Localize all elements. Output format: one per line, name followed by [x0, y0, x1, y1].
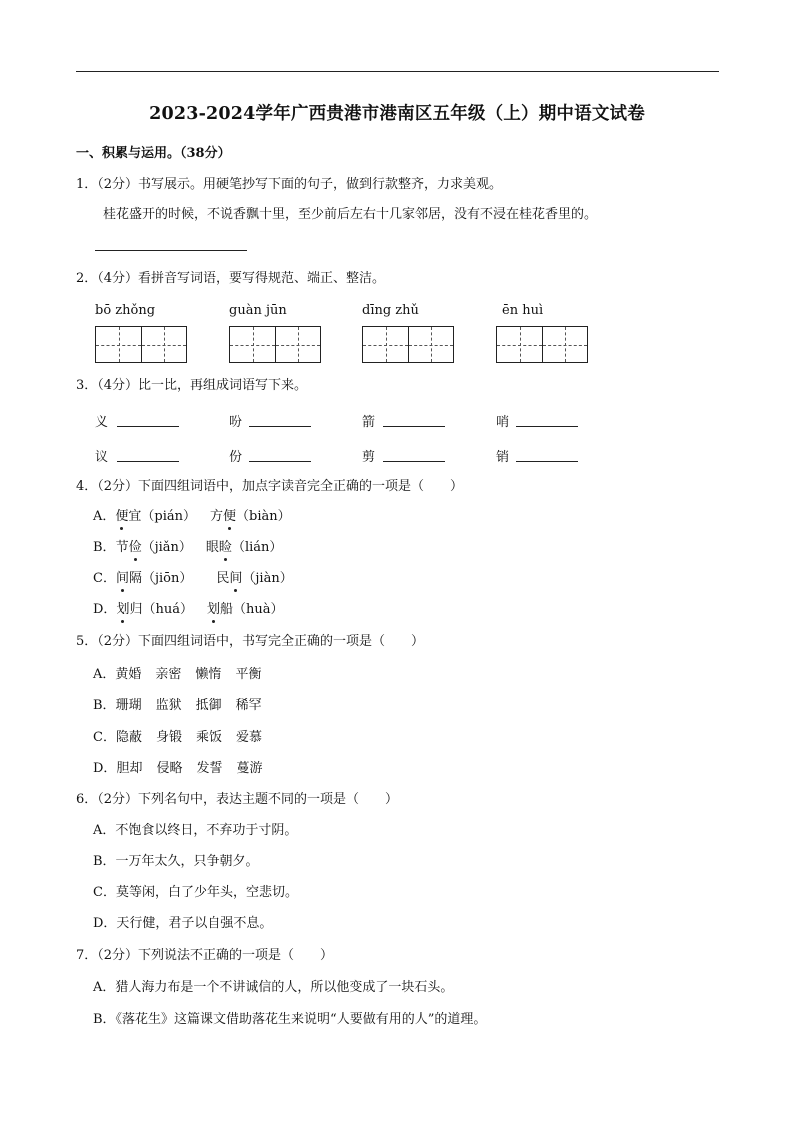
grid-cell[interactable]: [275, 327, 320, 362]
grid-cell[interactable]: [542, 327, 587, 362]
word: 平衡: [235, 667, 262, 682]
pinyin-label: bō zhǒng: [95, 303, 156, 318]
dotted-char: 间: [115, 571, 129, 586]
option-b[interactable]: B．一万年太久，只争朝夕。: [93, 854, 259, 869]
word: 稀罕: [235, 698, 262, 713]
option-b[interactable]: B．《落花生》这篇课文借助落花生来说明“人要做有用的人”的道理。: [93, 1012, 487, 1027]
word-reading: （jiǎn）: [141, 540, 192, 555]
word-reading: 隔（jiōn）: [128, 571, 193, 586]
option-d[interactable]: [93, 601, 283, 619]
option-a[interactable]: A．不饱食以终日，不弃功于寸阴。: [93, 823, 298, 838]
word-text: 方: [210, 509, 224, 524]
option-label: A．: [93, 509, 116, 524]
header-rule: [76, 71, 719, 72]
word-reading: 宜（pián）: [128, 509, 197, 524]
pinyin-label: guàn jūn: [229, 303, 287, 318]
exam-title: 2023-2024学年广西贵港市港南区五年级（上）期中语文试卷: [149, 104, 645, 124]
answer-blank[interactable]: [117, 461, 179, 462]
word: 隐蔽: [115, 730, 142, 745]
option-label: C．: [93, 571, 116, 586]
word-reading: （lián）: [231, 540, 283, 555]
option-b[interactable]: [93, 539, 282, 557]
word: 抵御: [195, 698, 222, 713]
word: 亲密: [155, 667, 182, 682]
option-c[interactable]: [93, 570, 293, 588]
answer-line[interactable]: [95, 250, 247, 251]
question-3-stem: 3．（4分）比一比，再组成词语写下来。: [76, 378, 308, 393]
word: 侵略: [156, 761, 183, 776]
word: 监狱: [155, 698, 182, 713]
option-d[interactable]: D．天行健，君子以自强不息。: [93, 916, 273, 931]
option-c[interactable]: C．莫等闲，白了少年头，空悲切。: [93, 885, 298, 900]
option-a[interactable]: [93, 666, 261, 684]
compare-char: 份: [229, 450, 243, 465]
word-text: 民: [216, 571, 230, 586]
option-a[interactable]: [93, 508, 291, 526]
option-label: B．: [93, 698, 116, 713]
answer-blank[interactable]: [117, 426, 179, 427]
word: 黄婚: [115, 667, 142, 682]
grid-cell[interactable]: [230, 327, 275, 362]
grid-cell[interactable]: [363, 327, 408, 362]
answer-blank[interactable]: [516, 461, 578, 462]
question-7-stem: 7．（2分）下列说法不正确的一项是（ ）: [76, 948, 334, 963]
option-a[interactable]: A．猎人海力布是一个不讲诚信的人，所以他变成了一块石头。: [93, 980, 454, 995]
word: 懒惰: [195, 667, 222, 682]
word: 身锻: [155, 730, 182, 745]
option-label: D．: [93, 761, 117, 776]
answer-blank[interactable]: [249, 461, 311, 462]
dotted-char: 划: [206, 602, 220, 617]
word: 爱慕: [236, 730, 263, 745]
option-b[interactable]: [93, 697, 262, 715]
option-label: C．: [93, 730, 116, 745]
word: 珊瑚: [115, 698, 142, 713]
writing-grid[interactable]: [362, 326, 454, 363]
word-reading: （biàn）: [236, 509, 291, 524]
answer-blank[interactable]: [383, 426, 445, 427]
word-reading: 归（huá）: [129, 602, 193, 617]
dotted-char: 便: [223, 509, 237, 524]
grid-cell[interactable]: [141, 327, 186, 362]
question-6-stem: 6．（2分）下列名句中，表达主题不同的一项是（ ）: [76, 792, 399, 807]
option-label: B．: [93, 540, 116, 555]
grid-cell[interactable]: [408, 327, 453, 362]
dotted-char: 俭: [128, 540, 142, 555]
compare-char: 吩: [229, 415, 243, 430]
compare-char: 哨: [496, 415, 510, 430]
compare-char: 剪: [362, 450, 376, 465]
grid-cell[interactable]: [96, 327, 141, 362]
question-1-stem: 1．（2分）书写展示。用硬笔抄写下面的句子，做到行款整齐，力求美观。: [76, 177, 503, 192]
dotted-char: 便: [115, 509, 129, 524]
question-4-stem: 4．（2分）下面四组词语中，加点字读音完全正确的一项是（ ）: [76, 479, 464, 494]
compare-char: 议: [95, 450, 109, 465]
question-5-stem: 5．（2分）下面四组词语中，书写完全正确的一项是（ ）: [76, 634, 425, 649]
word: 蔓游: [236, 761, 263, 776]
grid-cell[interactable]: [497, 327, 542, 362]
writing-grid[interactable]: [95, 326, 187, 363]
word-text: 节: [115, 540, 129, 555]
compare-char: 义: [95, 415, 109, 430]
pinyin-label: dīng zhǔ: [362, 303, 419, 318]
word: 发誓: [196, 761, 223, 776]
answer-blank[interactable]: [516, 426, 578, 427]
section-heading: 一、积累与运用。（38分）: [76, 146, 231, 161]
question-2-stem: 2．（4分）看拼音写词语，要写得规范、端正、整洁。: [76, 271, 386, 286]
word-reading: 船（huà）: [219, 602, 284, 617]
option-d[interactable]: [93, 760, 263, 778]
dotted-char: 睑: [218, 540, 232, 555]
word-reading: （jiàn）: [242, 571, 293, 586]
word: 胆却: [116, 761, 143, 776]
option-c[interactable]: [93, 729, 262, 747]
option-label: D．: [93, 602, 117, 617]
word: 乘饭: [195, 730, 222, 745]
answer-blank[interactable]: [383, 461, 445, 462]
question-1-sentence: 桂花盛开的时候，不说香飘十里，至少前后左右十几家邻居，没有不浸在桂花香里的。: [103, 207, 598, 222]
answer-blank[interactable]: [249, 426, 311, 427]
word-text: 眼: [205, 540, 219, 555]
dotted-char: 间: [229, 571, 243, 586]
option-label: A．: [93, 667, 116, 682]
compare-char: 销: [496, 450, 510, 465]
writing-grid[interactable]: [229, 326, 321, 363]
pinyin-label: ēn huì: [502, 303, 544, 318]
compare-char: 箭: [362, 415, 376, 430]
writing-grid[interactable]: [496, 326, 588, 363]
dotted-char: 划: [116, 602, 130, 617]
